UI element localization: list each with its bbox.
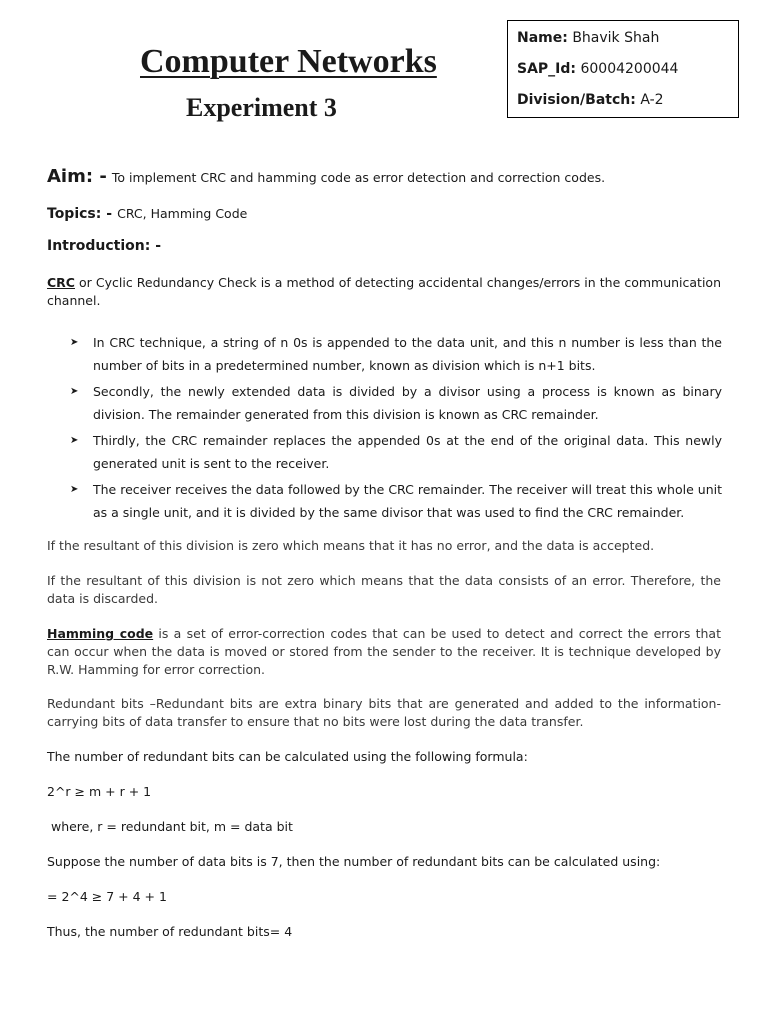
crc-paragraph: [47, 274, 721, 310]
bullet-text: The receiver receives the data followed by the CRC remainder. The receiver will treat this whole unit as a single unit, and it is divided by the same divisor that was used to find the CRC remainder.: [93, 482, 722, 520]
crc-term: CRC: [47, 275, 75, 290]
redundant-bits-paragraph: Redundant bits –Redundant bits are extra binary bits that are generated and added to the information-carrying bits of data transfer to ensure that no bits were lost during the data transfer.: [47, 696, 721, 729]
name-row: [517, 28, 738, 59]
division-row: [517, 90, 738, 121]
sap-label: SAP_Id:: [517, 61, 577, 77]
list-item: [70, 429, 722, 475]
arrowhead-bullet-icon: ➤: [70, 435, 79, 446]
crc-steps-list: [70, 331, 722, 527]
topics-line: [47, 203, 247, 222]
division-label: Division/Batch:: [517, 92, 636, 108]
bullet-text: Thirdly, the CRC remainder replaces the appended 0s at the end of the original data. This newly generated unit is sent to the receiver.: [93, 433, 722, 471]
arrowhead-bullet-icon: ➤: [70, 337, 79, 348]
hamming-paragraph: [47, 625, 721, 679]
formula-intro: The number of redundant bits can be calculated using the following formula:: [47, 749, 528, 764]
list-item: [70, 331, 722, 377]
crc-definition: or Cyclic Redundancy Check is a method of detecting accidental changes/errors in the communication channel.: [47, 275, 721, 308]
sap-row: [517, 59, 738, 90]
result-nonzero-paragraph: If the resultant of this division is not zero which means that the data consists of an error. Therefore, the data is discarded.: [47, 573, 721, 606]
name-label: Name:: [517, 30, 568, 46]
aim-line: [47, 166, 605, 187]
introduction-heading: Introduction: -: [47, 238, 162, 254]
hamming-term: Hamming code: [47, 626, 154, 641]
hamming-definition: is a set of error-correction codes that can be used to detect and correct the errors that can occur when the data is moved or stored from the sender to the receiver. It is technique developed by R.W. Hamming for error correction.: [47, 626, 721, 677]
example-calculation: = 2^4 ≥ 7 + 4 + 1: [47, 889, 167, 904]
formula: 2^r ≥ m + r + 1: [47, 784, 152, 799]
list-item: [70, 478, 722, 524]
aim-label: Aim: -: [47, 166, 107, 187]
list-item: [70, 380, 722, 426]
aim-text: To implement CRC and hamming code as error detection and correction codes.: [111, 170, 606, 185]
example-intro: Suppose the number of data bits is 7, then the number of redundant bits can be calculated using:: [47, 854, 661, 869]
division-value: A-2: [640, 92, 664, 108]
sap-value: 60004200044: [580, 61, 679, 77]
bullet-text: Secondly, the newly extended data is divided by a divisor using a process is known as binary division. The remainder generated from this division is known as CRC remainder.: [93, 384, 722, 422]
name-value: Bhavik Shah: [572, 30, 660, 46]
student-info-box: [507, 20, 739, 118]
topics-text: CRC, Hamming Code: [117, 206, 248, 221]
arrowhead-bullet-icon: ➤: [70, 386, 79, 397]
result-zero-paragraph: If the resultant of this division is zero which means that it has no error, and the data is accepted.: [47, 538, 655, 553]
bullet-text: In CRC technique, a string of n 0s is appended to the data unit, and this n number is less than the number of bits in a predetermined number, known as division which is n+1 bits.: [93, 335, 722, 373]
document-title: Computer Networks: [140, 43, 437, 80]
formula-legend: where, r = redundant bit, m = data bit: [47, 819, 293, 834]
conclusion: Thus, the number of redundant bits= 4: [47, 924, 293, 939]
experiment-subtitle: Experiment 3: [186, 93, 337, 122]
topics-label: Topics: -: [47, 206, 113, 222]
arrowhead-bullet-icon: ➤: [70, 484, 79, 495]
